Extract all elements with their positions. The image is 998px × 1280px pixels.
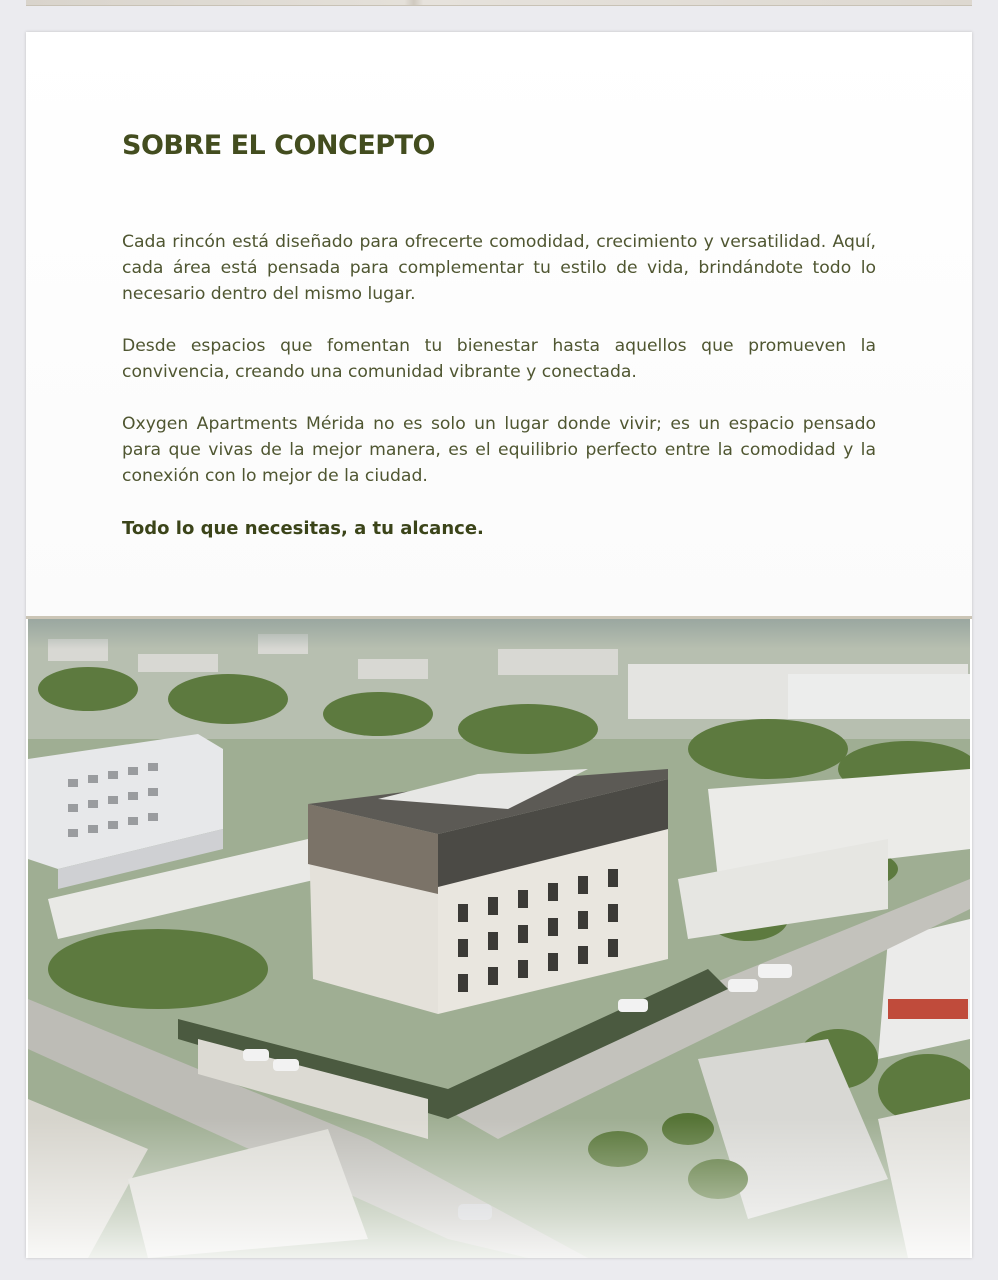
concept-paragraph-2: Desde espacios que fomentan tu bienestar hasta aquellos que promueven la convivencia, creando una comunidad vibrante y conectada. (122, 336, 876, 382)
document-page (26, 32, 972, 1258)
concept-text-panel (26, 32, 972, 616)
photo-top-haze (28, 619, 970, 649)
aerial-building-photo (28, 619, 970, 1258)
page-title: SOBRE EL CONCEPTO (122, 130, 435, 161)
concept-paragraph-1: Cada rincón está diseñado para ofrecerte comodidad, crecimiento y versatilidad. Aquí, cada área está pensada para complementar tu estilo de vida, brindándote todo lo necesario dentro del mismo lugar. (122, 232, 876, 304)
tagline: Todo lo que necesitas, a tu alcance. (122, 518, 484, 539)
photo-bottom-fade (28, 1118, 970, 1258)
previous-page-edge (26, 0, 972, 6)
concept-paragraph-3: Oxygen Apartments Mérida no es solo un lugar donde vivir; es un espacio pensado para que vivas de la mejor manera, es el equilibrio perfecto entre la comodidad y la conexión con lo mejor de la ciudad. (122, 414, 876, 486)
